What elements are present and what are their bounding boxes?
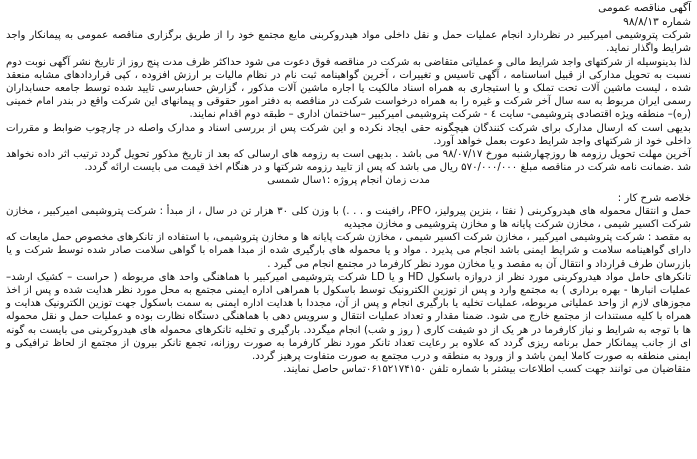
scope-heading: خلاصه شرح کار : [617, 192, 691, 204]
invitation-paragraph: لذا بدینوسیله از شرکتهای واجد شرایط مالی و عملیاتی متقاضی به شرکت در مناقصه فوق دعوت می شود حداکثر ظرف مدت پنج روز از تاریخ نشر آگهی نوبت دوم نسبت به تحویل مدارکی از قبیل اساسنامه ، آگهی تاسیس و تغییرات ، آخرین گواهینامه ثبت نام در نظام مالیات بر ارزش افزوده ، کپی قراردادهای مشابه منعقد شده ، لیست ماشین آلات تحت تملک و یا استیجاری به همراه اسناد مالکیت یا اجاره ماشین آلات مذکور ، گزارش حسابرسی تایید شده توسط جامعه حسابداران رسمی ایران مربوط به سه سال آخر شرکت و غیره را به همراه درخواست شرکت در مناقصه به دفتر امور حقوقی و پیمانهای این شرکت واقع در بندر امام خمینی (ره)– منطقه ویژه اقتصادی پتروشیمی- سایت ٤ - شرکت پتروشیمی امیرکبیر –ساختمان اداری – طبقه دوم اقدام نمایند. [6, 56, 691, 121]
contact-line: متقاضیان می توانند جهت کسب اطلاعات بیشتر با شماره تلفن ۰۶۱۵۲۱۷۴۱۵۰تماس حاصل نمایند. [283, 364, 691, 376]
scope-item-procedure: تانکرهای حامل مواد هیدروکربنی مورد نظر از دروازه باسکول HD و یا LD شرکت پتروشیمی امیرکبیر با هماهنگی واحد های مربوطه ( حراست – کشیک ارشد–عملیات انبارها - بهره برداری ) به مجتمع وارد و پس از توزین الکترونیک توسط باسکول با همراهی اداره ایمنی مجتمع به محل مورد نظر هدایت شده و پس از اخذ مجوزهای لازم از واحد عملیاتی مربوطه، عملیات تخلیه یا بارگیری انجام و پس از آن، مجددا با هدایت اداره ایمنی به سمت باسکول جهت توزین الکترونیک هدایت و همراه با کلیه مستندات از مجتمع خارج می شود. ضمنا مقدار و تعداد عملیات انتقال و سرویس دهی با هماهنگی دستگاه نظارت بوده و عملیات حمل و نقل محموله ها با توجه به شرایط و نیاز کارفرما در هر یک از دو شیفت کاری ( روز و شب) انجام میگردد. بارگیری و تخلیه تانکرهای محموله های هیدروکربنی می بایست به گونه ای از جانب پیمانکار حمل برنامه ریزی گردد که علاوه بر رعایت تعداد تانکر مورد نظر کارفرما به صورت روزانه، تجمع تانکر بیرون از مجتمع از لحاظ ترافیکی و ایمنی منطقه به صورت کاملا ایمن باشد و از ورود به منطقه و درب مجتمع به صورت متفاوت پرهیز گردد. [6, 271, 691, 363]
project-duration: مدت زمان انجام پروژه :۱سال شمسی [267, 175, 430, 187]
scope-item-origin: حمل و انتقال محموله های هیدروکربنی ( نفتا ، بنزین پیرولیز، PFO، رافینت و . . .) با وزن کلی ۳۰ هزار تن در سال ، از مبدأ : شرکت پتروشیمی امیرکبیر ، مخازن شرکت اکسیر شیمی ، مخازن شرکت پایانه ها و مخازن پتروشیمی و مخازن مجیدیه [6, 205, 692, 231]
deadline-paragraph: آخرین مهلت تحویل رزومه ها روزچهارشنبه مورخ ۹۸/۰۷/۱۷ می باشد . بدیهی است به رزومه های ارسالی که بعد از تاریخ مذکور تحویل گردد ترتیب اثر داده نخواهد شد .ضمانت نامه شرکت در مناقصه مبلغ ۵۷۰/۰۰۰/۰۰۰ ریال می باشد که پس از تایید رزومه شرکتها و در هنگام اخذ قیمت می بایست ارائه گردد. [6, 149, 692, 174]
notice-number: شماره ۹۸/۸/۱۳ [623, 15, 691, 28]
note-paragraph: بدیهی است که ارسال مدارک برای شرکت کنندگان هیچگونه حقی ایجاد نکرده و این شرکت پس از بررسی اسناد و مدارک واصله در چارچوب ضوابط و مقررات داخلی خود از شرکتهای واجد شرایط دعوت بعمل خواهد آورد. [6, 122, 691, 147]
scope-item-destination: به مقصد : شرکت پتروشیمی امیرکبیر ، مخازن شرکت اکسیر شیمی ، مخازن شرکت پایانه ها و مخازن پتروشیمی، با استفاده از تانکرهای مخصوص حمل مایعات که دارای گواهینامه سلامت و شرایط ایمنی باشد انجام می پذیرد . مواد و یا محموله های بارگیری شده از مبدا همراه با گواهی سلامت صادر شده توسط شرکت و یا بازرسان طرف قرارداد و انتقال آن به مقصد و یا مخازن مورد نظر کارفرما در مجتمع انجام می گیرد . [6, 232, 691, 270]
intro-paragraph: شرکت پتروشیمی امیرکبیر در نظردارد انجام عملیات حمل و نقل داخلی مواد هیدروکربنی مایع مجتمع خود را از طریق برگزاری مناقصه عمومی به پیمانکار واجد شرایط واگذار نماید. [6, 30, 691, 55]
notice-title: آگهی مناقصه عمومی [598, 2, 691, 14]
